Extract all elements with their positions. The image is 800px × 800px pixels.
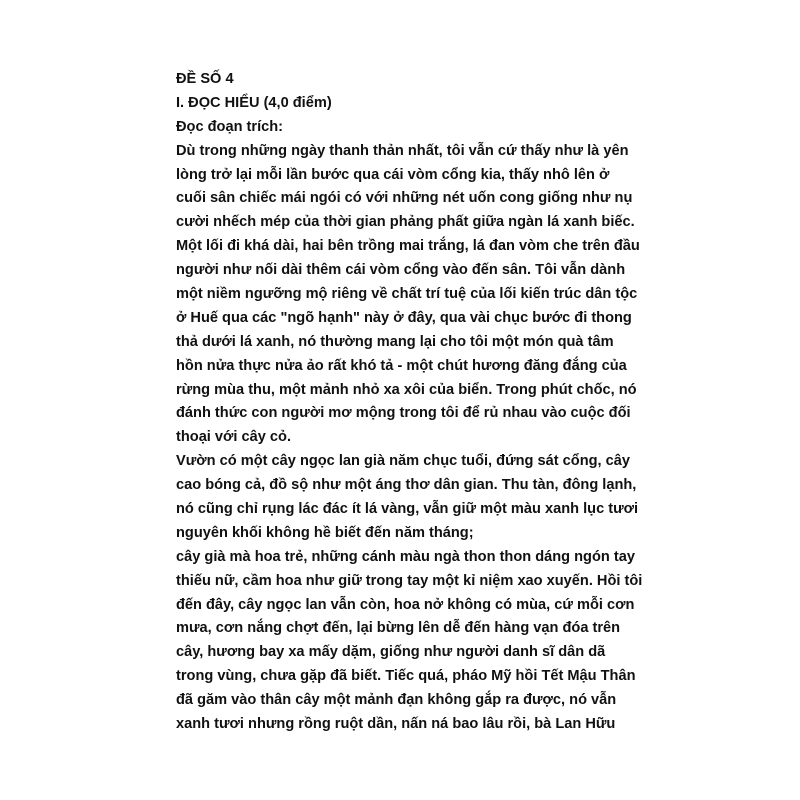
passage-line: nguyên khối không hề biết đến năm tháng; — [176, 524, 474, 541]
passage-line: xanh tươi nhưng rồng ruột dần, nấn ná bao lâu rồi, bà Lan Hữu — [176, 716, 616, 733]
passage-line: lòng trở lại mỗi lần bước qua cái vòm cổng kia, thấy nhô lên ở — [176, 166, 610, 183]
passage-line: một niềm ngưỡng mộ riêng về chất trí tuệ của lối kiến trúc dân tộc — [176, 286, 638, 303]
document-text — [176, 68, 736, 737]
section-title: I. ĐỌC HIỂU (4,0 điểm) — [176, 94, 332, 111]
passage-line: cây già mà hoa trẻ, những cánh màu ngà thon thon dáng ngón tay — [176, 548, 635, 565]
passage-line: Dù trong những ngày thanh thản nhất, tôi vẫn cứ thấy như là yên — [176, 142, 629, 159]
passage-line: đến đây, cây ngọc lan vẫn còn, hoa nở không có mùa, cứ mỗi cơn — [176, 596, 635, 613]
passage-line: đã găm vào thân cây một mảnh đạn không gắp ra được, nó vẫn — [176, 692, 617, 709]
passage-line: cuối sân chiếc mái ngói có với những nét uốn cong giống như nụ — [176, 190, 633, 207]
passage-line: thả dưới lá xanh, nó thường mang lại cho tôi một món quà tâm — [176, 333, 614, 350]
document-heading: ĐỀ SỐ 4 — [176, 71, 234, 87]
passage-line: cao bóng cả, đồ sộ như một áng thơ dân gian. Thu tàn, đông lạnh, — [176, 477, 637, 494]
passage-line: mưa, cơn nắng chợt đến, lại bừng lên dễ đến hàng vạn đóa trên — [176, 620, 621, 637]
passage-line: đánh thức con người mơ mộng trong tôi để rủ nhau vào cuộc đối — [176, 405, 631, 422]
passage-line: Vườn có một cây ngọc lan già năm chục tuổi, đứng sát cổng, cây — [176, 453, 630, 470]
passage-line: rừng mùa thu, một mảnh nhỏ xa xôi của biển. Trong phút chốc, nó — [176, 381, 637, 398]
passage-line: ở Huế qua các "ngõ hạnh" này ở đây, qua vài chục bước đi thong — [176, 309, 632, 326]
passage-line: thiếu nữ, cầm hoa như giữ trong tay một kỉ niệm xao xuyến. Hồi tôi — [176, 572, 643, 589]
passage-line: hồn nửa thực nửa ảo rất khó tả - một chút hương đăng đắng của — [176, 357, 627, 374]
passage-line: cây, hương bay xa mấy dặm, giống như người danh sĩ dân dã — [176, 644, 606, 661]
passage-line: người như nối dài thêm cái vòm cổng vào đến sân. Tôi vẫn dành — [176, 262, 626, 279]
passage-line: trong vùng, chưa gặp đã biết. Tiếc quá, pháo Mỹ hồi Tết Mậu Thân — [176, 668, 636, 685]
instruction: Đọc đoạn trích: — [176, 118, 284, 135]
passage-line: cười nhếch mép của thời gian phảng phất giữa ngàn lá xanh biếc. — [176, 214, 635, 231]
passage-line: nó cũng chỉ rụng lác đác ít lá vàng, vẫn giữ một màu xanh lục tươi — [176, 501, 639, 518]
passage-line: thoại với cây cỏ. — [176, 429, 292, 446]
passage-line: Một lối đi khá dài, hai bên trồng mai trắng, lá đan vòm che trên đầu — [176, 238, 640, 255]
